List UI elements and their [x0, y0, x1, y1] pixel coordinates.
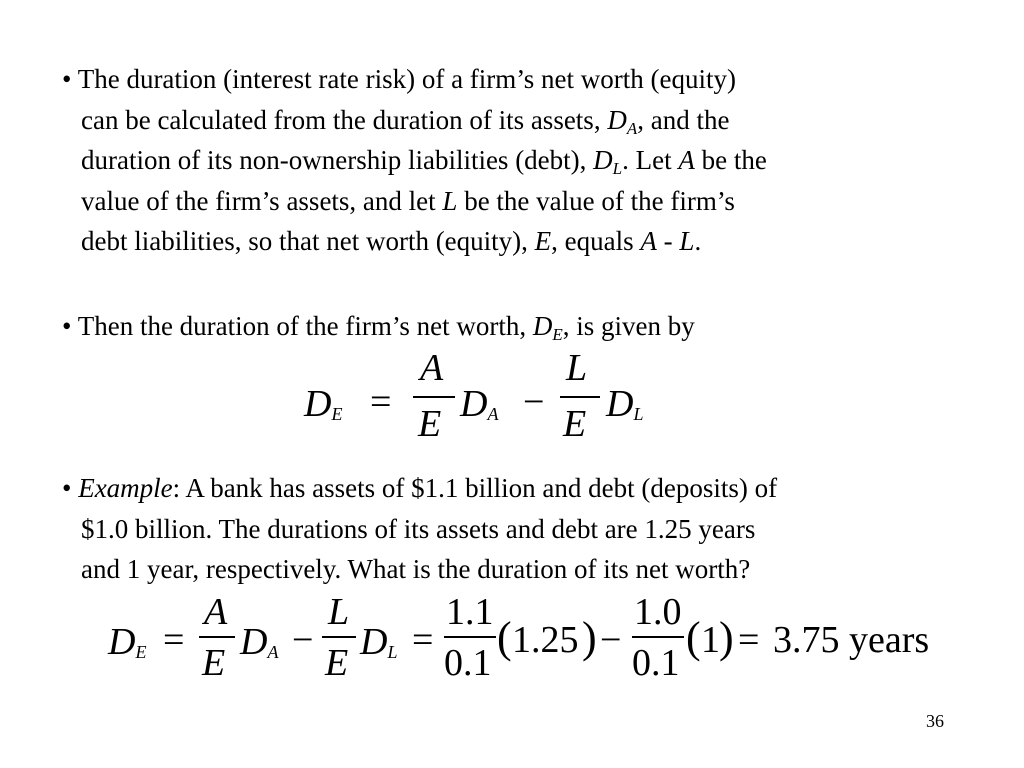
eq-den-E: E [202, 642, 226, 684]
text: : A bank has assets of $1.1 billion and debt (deposits) of [172, 473, 778, 503]
eq-den-0.1: 0.1 [632, 642, 680, 684]
page-number: 36 [926, 711, 944, 731]
fraction-bar [632, 636, 684, 638]
text: duration of its non-ownership liabilities (debt), [81, 145, 594, 175]
fraction-bar [199, 636, 235, 638]
subscript: A [626, 118, 638, 138]
eq-den-E: E [325, 642, 349, 684]
eq-minus: − [292, 619, 314, 661]
eq-result: 3.75 years [773, 619, 930, 661]
eq-den-E: E [563, 403, 587, 445]
text: Then the duration of the firm’s net worth, [77, 311, 533, 341]
example-label: Example [78, 473, 173, 503]
text: value of the firm’s assets, and let [81, 185, 443, 216]
eq-D-L: $D_L$ [360, 621, 398, 663]
var-A: A [678, 145, 695, 175]
eq-num-L: L [566, 347, 588, 389]
eq-num-L: L [328, 591, 350, 633]
var-L: L [442, 185, 458, 216]
var-D: D [607, 104, 627, 135]
eq-lhs: $D_E$ [108, 621, 147, 663]
bullet: • [62, 311, 72, 341]
subscript: E [552, 325, 563, 344]
eq-lhs: $D_E$ [304, 383, 343, 425]
eq-D-A: $D_A$ [460, 383, 499, 425]
var-A: A [640, 226, 657, 256]
var-D: D [532, 311, 553, 341]
bullet: • [62, 473, 72, 503]
eq-den-0.1: 0.1 [444, 642, 492, 684]
eq-equals: = [738, 619, 760, 661]
eq-minus: − [600, 619, 622, 661]
text: . [694, 226, 702, 256]
paragraph-line: and 1 year, respectively. What is the duration of its net worth? [81, 554, 751, 584]
eq-D-A: $D_A$ [240, 621, 279, 663]
paren-right: ) [719, 613, 734, 662]
eq-minus: − [523, 381, 545, 423]
eq-num-A: A [420, 347, 444, 389]
paren-left: ( [686, 613, 701, 662]
text: can be calculated from the duration of its assets, [81, 104, 608, 135]
paren-right: ) [582, 613, 597, 662]
eq-num-A: A [204, 591, 228, 633]
eq-num-1.0: 1.0 [634, 591, 682, 633]
text: . Let [622, 145, 679, 175]
text: , is given by [562, 311, 695, 341]
paragraph-line: $1.0 billion. The durations of its assets and debt are 1.25 years [81, 513, 756, 544]
text: be the [694, 145, 767, 175]
eq-num-1.1: 1.1 [446, 591, 494, 633]
eq-value-1: 1 [701, 619, 720, 661]
var-E: E [534, 226, 552, 256]
text: debt liabilities, so that net worth (equity), [81, 226, 535, 256]
paren-left: ( [497, 613, 512, 662]
eq-equals: = [412, 619, 434, 661]
eq-value-1.25: 1.25 [512, 619, 579, 661]
text: be the value of the firm’s [457, 185, 735, 216]
fraction-bar [322, 636, 356, 638]
var-L: L [679, 226, 695, 256]
text: , equals [551, 226, 641, 256]
var-D: D [593, 145, 613, 175]
bullet: • [62, 64, 72, 94]
subscript: L [612, 159, 623, 178]
fraction-bar [444, 636, 496, 638]
eq-equals: = [370, 381, 392, 423]
eq-equals: = [163, 619, 185, 661]
text: , and the [637, 104, 730, 135]
text: - [656, 226, 680, 256]
eq-D-L: $D_L$ [606, 383, 644, 425]
eq-den-E: E [418, 403, 442, 445]
text: The duration (interest rate risk) of a firm’s net worth (equity) [77, 64, 737, 94]
